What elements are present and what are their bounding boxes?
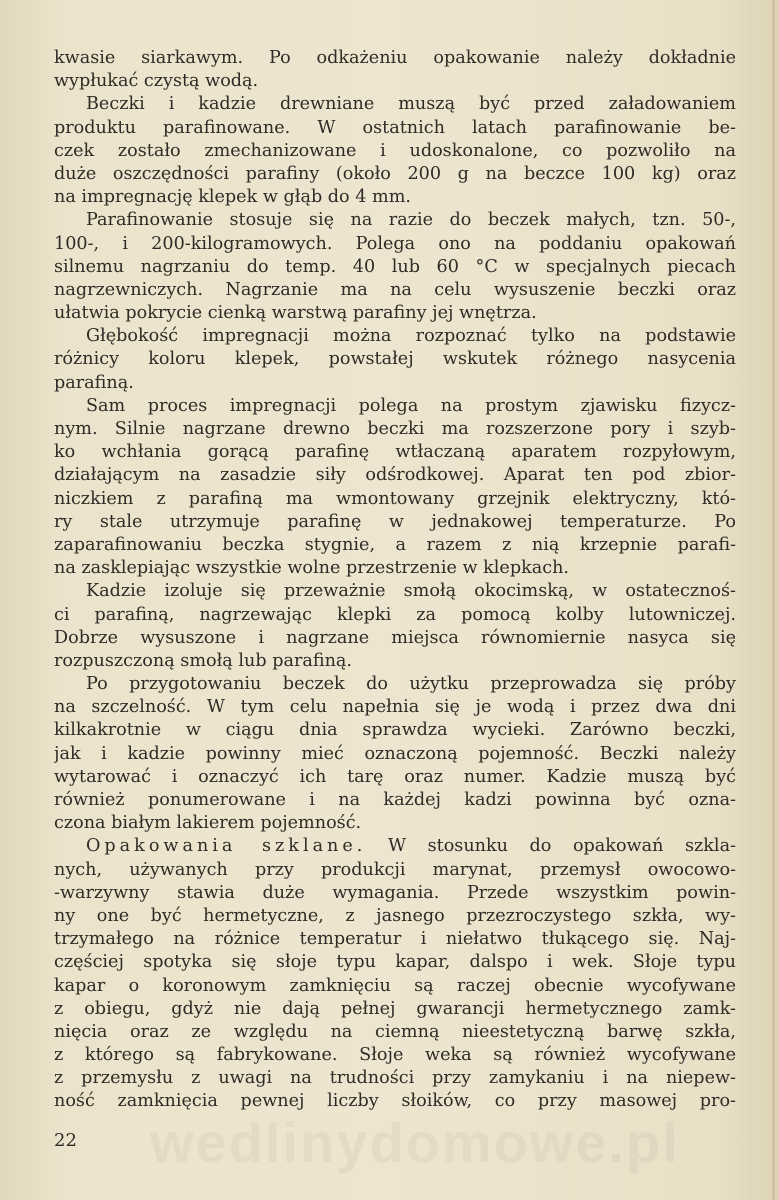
text-line: Parafinowanie stosuje się na razie do beczek małych, tzn. 50-,: [86, 210, 736, 231]
text-line: ułatwia pokrycie cienką warstwą parafiny jej wnętrza.: [54, 303, 537, 324]
text-line: duże oszczędności parafiny (około 200 g na beczce 100 kg) oraz: [54, 163, 736, 184]
text-line: ry stale utrzymuje parafinę w jednakowej temperaturze. Po: [54, 511, 736, 532]
text-line: czona białym lakierem pojemność.: [54, 813, 362, 834]
text-line: nych, używanych przy produkcji marynat, przemysł owocowo-: [54, 859, 736, 880]
text-line: Sam proces impregnacji polega na prostym zjawisku fizycz-: [86, 395, 736, 416]
watermark: wedlinydomowe.pl: [150, 1111, 680, 1174]
text-line: wytarować i oznaczyć ich tarę oraz numer. Kadzie muszą być: [54, 766, 736, 787]
text-line: na impregnację klepek w głąb do 4 mm.: [54, 187, 411, 208]
text-line: częściej spotyka się słoje typu kapar, dalspo i wek. Słoje typu: [54, 952, 736, 973]
text-line: na szczelność. W tym celu napełnia się je wodą i przez dwa dni: [54, 697, 736, 718]
text-line: kapar o koronowym zamknięciu są raczej obecnie wycofywane: [54, 975, 736, 996]
text-line: parafiną.: [54, 372, 134, 393]
text-line: na zasklepiając wszystkie wolne przestrzenie w klepkach.: [54, 558, 570, 579]
text-line: czek zostało zmechanizowane i udoskonalone, co pozwoliło na: [54, 140, 736, 161]
page-edge: [772, 0, 775, 1200]
text-line: silnemu nagrzaniu do temp. 40 lub 60 °C w specjalnych piecach: [54, 256, 736, 277]
text-line: nym. Silnie nagrzane drewno beczki ma rozszerzone pory i szyb-: [54, 419, 736, 439]
text-line: jak i kadzie powinny mieć oznaczoną pojemność. Beczki należy: [54, 743, 736, 764]
text-line: nięcia oraz ze względu na ciemną nieestetyczną barwę szkła,: [54, 1021, 736, 1042]
text-line: Opakowania szklane. W stosunku do opakowań szkla-: [86, 836, 736, 857]
text-line: kwasie siarkawym. Po odkażeniu opakowanie należy dokładnie: [54, 48, 736, 68]
text-line: produktu parafinowane. W ostatnich latach parafinowanie be-: [54, 117, 736, 138]
text-line: zaparafinowaniu beczka stygnie, a razem z nią krzepnie parafi-: [54, 534, 736, 555]
text-line: Beczki i kadzie drewniane muszą być przed załadowaniem: [86, 94, 736, 115]
text-line: ci parafiną, nagrzewając klepki za pomocą kolby lutowniczej.: [54, 604, 736, 625]
text-line: niczkiem z parafiną ma wmontowany grzejnik elektryczny, któ-: [54, 488, 736, 509]
text-line: trzymałego na różnice temperatur i niełatwo tłukącego się. Naj-: [54, 929, 736, 950]
text-line: również ponumerowane i na każdej kadzi powinna być ozna-: [54, 790, 736, 810]
text-line: Po przygotowaniu beczek do użytku przeprowadza się próby: [86, 674, 736, 695]
text-line: ko wchłania gorącą parafinę wtłaczaną aparatem rozpyłowym,: [54, 442, 736, 463]
text-line: ny one być hermetyczne, z jasnego przezroczystego szkła, wy-: [54, 905, 736, 926]
text-line: Głębokość impregnacji można rozpoznać tylko na podstawie: [86, 326, 736, 347]
text-line: nagrzewniczych. Nagrzanie ma na celu wysuszenie beczki oraz: [54, 279, 736, 300]
text-line: 100-, i 200-kilogramowych. Polega ono na poddaniu opakowań: [54, 233, 736, 254]
text-line: z przemysłu z uwagi na trudności przy zamykaniu i na niepew-: [54, 1068, 736, 1089]
text-line: -warzywny stawia duże wymagania. Przede wszystkim powin-: [54, 882, 736, 903]
body-text: [54, 47, 736, 1114]
text-line: ność zamknięcia pewnej liczby słoików, co przy masowej pro-: [54, 1091, 736, 1112]
text-line: kilkakrotnie w ciągu dnia sprawdza wycieki. Zarówno beczki,: [54, 720, 736, 741]
text-line: Kadzie izoluje się przeważnie smołą okocimską, w ostatecznoś-: [86, 581, 736, 602]
text-line: działającym na zasadzie siły odśrodkowej. Aparat ten pod zbior-: [54, 465, 736, 486]
text-line: różnicy koloru klepek, powstałej wskutek różnego nasycenia: [54, 349, 736, 370]
page-number: 22: [54, 1130, 77, 1151]
text-line: rozpuszczoną smołą lub parafiną.: [54, 650, 352, 671]
text-line: wypłukać czystą wodą.: [54, 71, 259, 92]
text-line: Dobrze wysuszone i nagrzane miejsca równomiernie nasyca się: [54, 627, 736, 648]
text-line: z obiegu, gdyż nie dają pełnej gwarancji hermetycznego zamk-: [54, 998, 736, 1019]
text-line: z którego są fabrykowane. Słoje weka są również wycofywane: [54, 1045, 736, 1066]
